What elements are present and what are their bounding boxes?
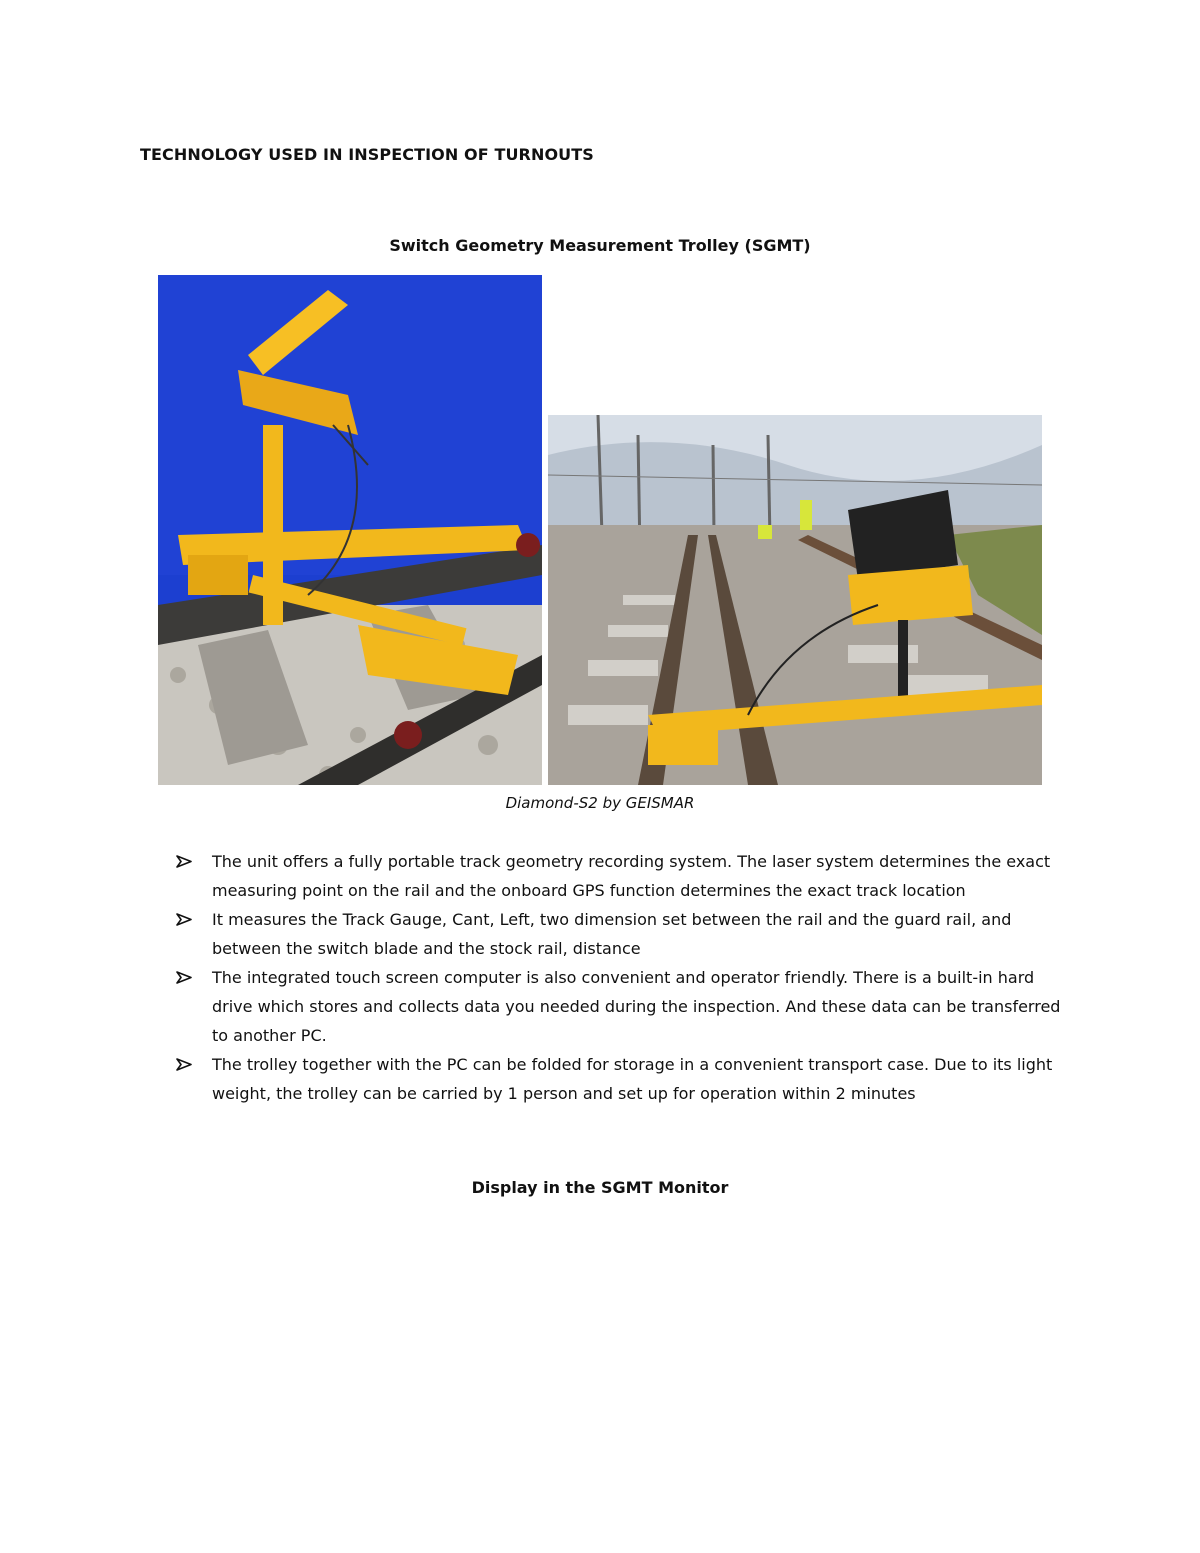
arrowhead-bullet-icon xyxy=(176,913,192,926)
arrowhead-bullet-icon xyxy=(176,1058,192,1071)
bullet-text: It measures the Track Gauge, Cant, Left, two dimension set between the rail and the guard rail, and between the switch blade and the stock rail, distance xyxy=(212,910,1012,958)
bullet-text: The unit offers a fully portable track geometry recording system. The laser system determines the exact measuring point on the rail and the onboard GPS function determines the exact track location xyxy=(212,852,1051,900)
arrowhead-bullet-icon xyxy=(176,855,192,868)
bullet-item xyxy=(176,963,1066,1050)
display-section-heading: Display in the SGMT Monitor xyxy=(471,1178,729,1197)
bullet-item xyxy=(176,1050,1066,1108)
bullet-item xyxy=(176,905,1066,963)
trolley-field-photo xyxy=(548,415,1042,785)
bullet-text: The trolley together with the PC can be folded for storage in a convenient transport case. Due to its light weight, the trolley can be carried by 1 person and set up for operation within 2 minutes xyxy=(212,1055,1053,1103)
trolley-studio-photo xyxy=(158,275,542,785)
bullet-text: The integrated touch screen computer is also convenient and operator friendly. There is a built-in hard drive which stores and collects data you needed during the inspection. And these data can be transferred to another PC. xyxy=(212,968,1061,1045)
section-heading: Switch Geometry Measurement Trolley (SGMT) xyxy=(389,236,811,255)
document-title: TECHNOLOGY USED IN INSPECTION OF TURNOUTS xyxy=(140,145,594,164)
feature-bullet-list xyxy=(176,847,1066,1108)
figure-caption: Diamond-S2 by GEISMAR xyxy=(505,794,695,812)
bullet-item xyxy=(176,847,1066,905)
arrowhead-bullet-icon xyxy=(176,971,192,984)
